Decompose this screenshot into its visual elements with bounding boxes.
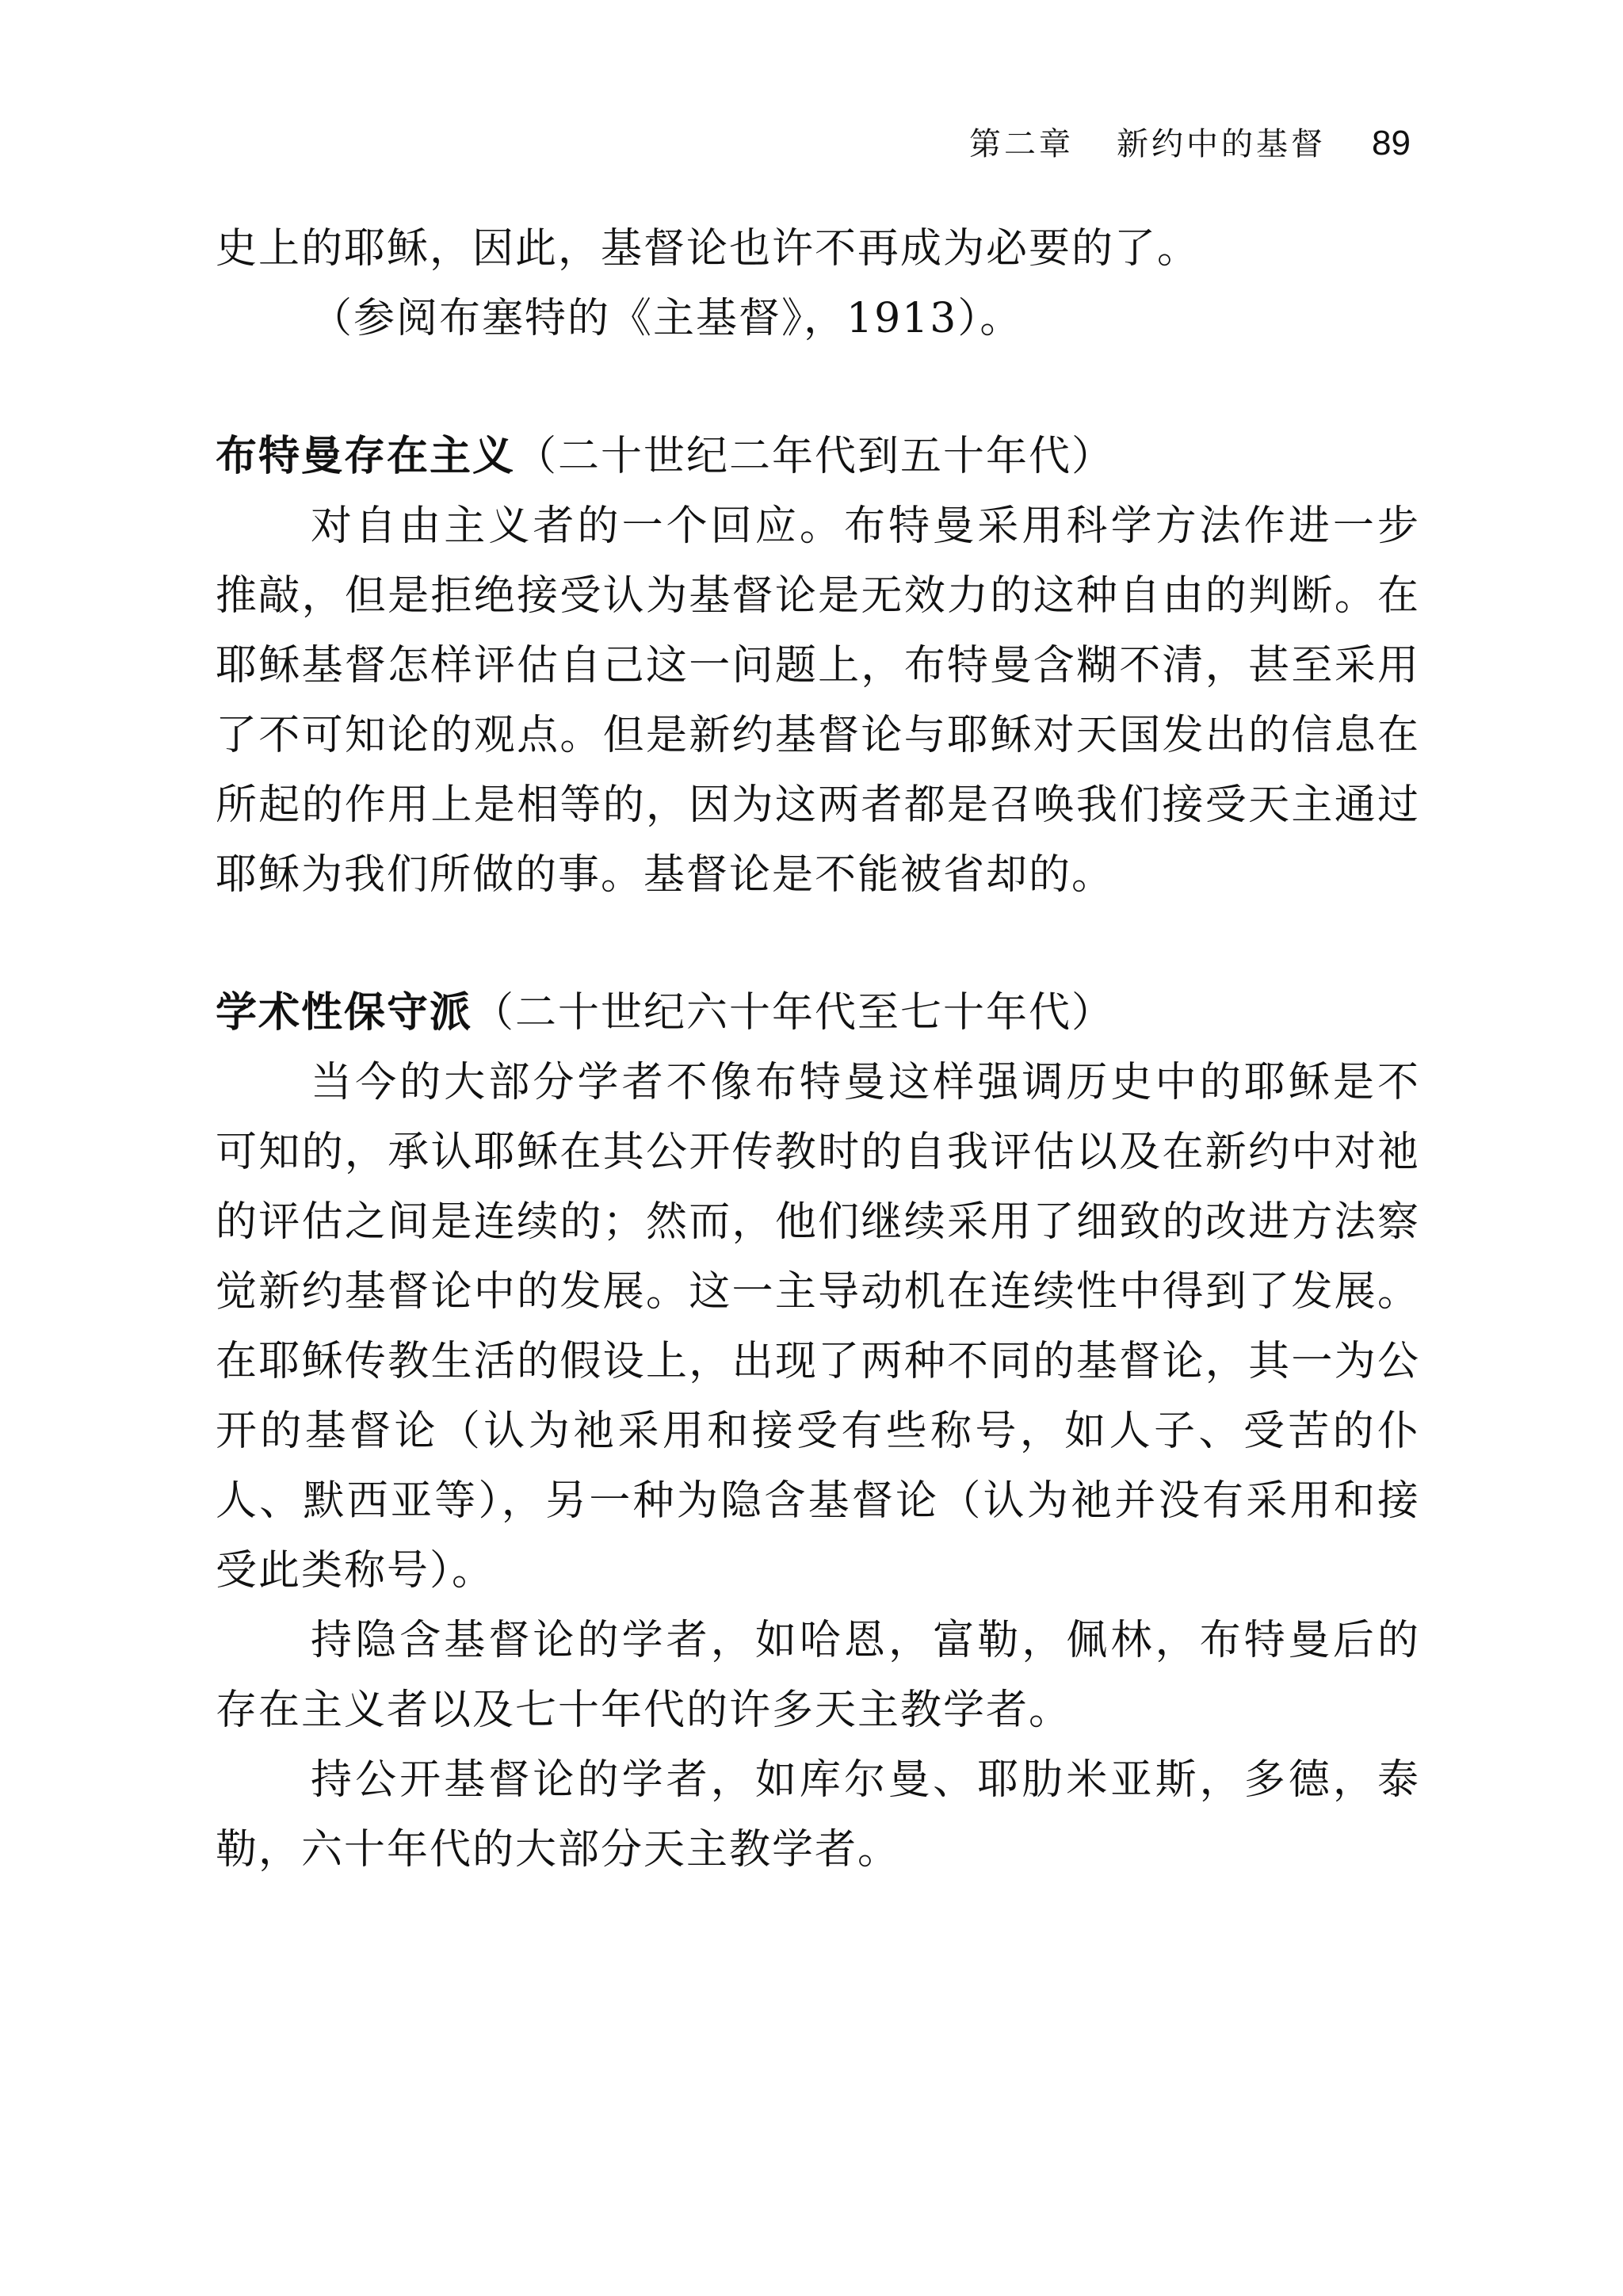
paragraph: 持隐含基督论的学者，如哈恩，富勒，佩林，布特曼后的存在主义者以及七十年代的许多天主教学者。 (216, 1617, 1420, 1734)
section-spacer (216, 910, 1420, 978)
page-body (216, 214, 1420, 1885)
section-heading-title: 布特曼存在主义 (216, 433, 516, 480)
paragraph: 持公开基督论的学者，如库尔曼、耶肋米亚斯，多德，泰勒，六十年代的大部分天主教学者。 (216, 1756, 1420, 1874)
paragraph: 对自由主义者的一个回应。布特曼采用科学方法作进一步推敲，但是拒绝接受认为基督论是无效力的这种自由的判断。在耶稣基督怎样评估自己这一问题上，布特曼含糊不清，甚至采用了不可知论的观点。但是新约基督论与耶稣对天国发出的信息在所起的作用上是相等的，因为这两者都是召唤我们接受天主通过耶稣为我们所做的事。基督论是不能被省却的。 (216, 502, 1420, 899)
reference-note: （参阅布塞特的《主基督》，1913）。 (311, 295, 1023, 342)
section-heading-period: （二十世纪六十年代至七十年代） (472, 989, 1115, 1037)
running-head (872, 119, 1411, 164)
section-spacer (216, 353, 1420, 422)
section-heading-conservative (216, 978, 1420, 1048)
chapter-title: 新约中的基督 (1117, 126, 1327, 162)
section-heading-period: （二十世纪二年代到五十年代） (515, 433, 1115, 480)
chapter-label: 第二章 (969, 126, 1075, 162)
paragraph: 当今的大部分学者不像布特曼这样强调历史中的耶稣是不可知的，承认耶稣在其公开传教时的自我评估以及在新约中对祂的评估之间是连续的；然而，他们继续采用了细致的改进方法察觉新约基督论中的发展。这一主导动机在连续性中得到了发展。在耶稣传教生活的假设上，出现了两种不同的基督论，其一为公开的基督论（认为祂采用和接受有些称号，如人子、受苦的仆人、默西亚等），另一种为隐含基督论（认为祂并没有采用和接受此类称号）。 (216, 1059, 1420, 1595)
section-heading-title: 学术性保守派 (216, 989, 473, 1037)
continued-paragraph: 史上的耶稣，因此，基督论也许不再成为必要的了。 (216, 225, 1201, 273)
section-heading-bultmann (216, 422, 1420, 491)
page-number: 89 (1372, 124, 1411, 162)
